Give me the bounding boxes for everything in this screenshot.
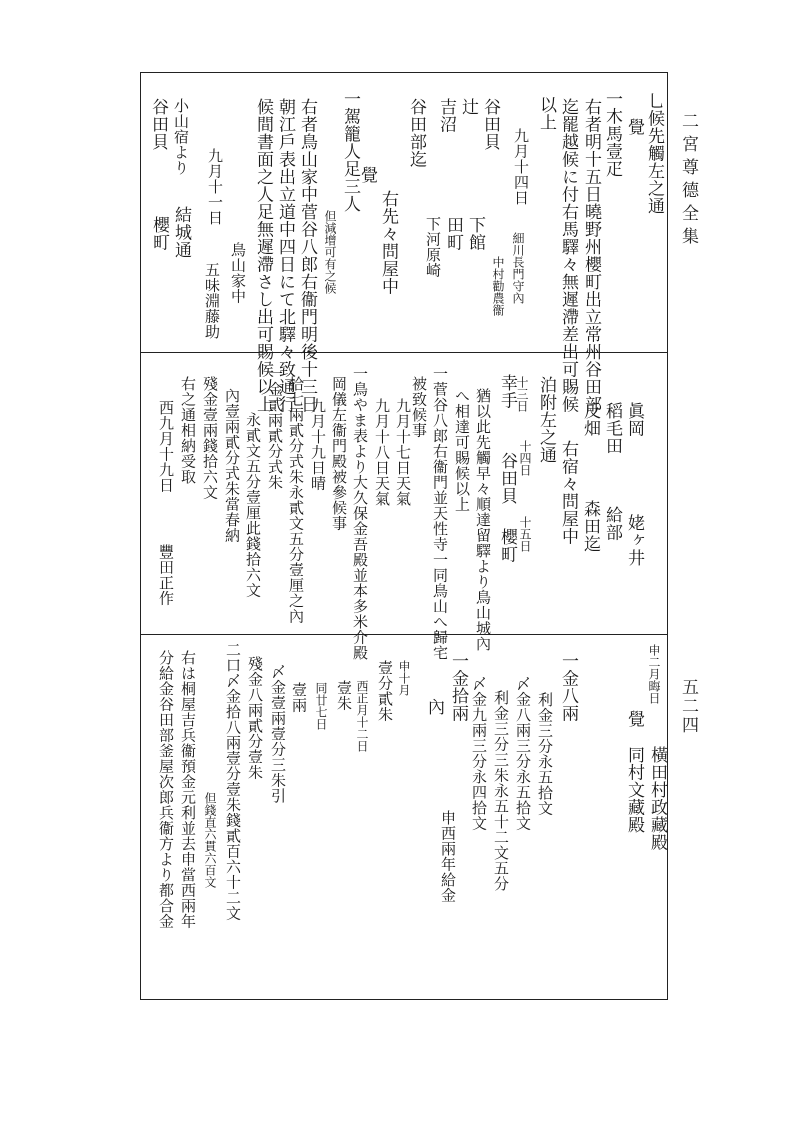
- text-column: 覺: [624, 710, 644, 728]
- text-column: 右は桐屋吉兵衞預金元利並去申當西兩年: [179, 650, 197, 929]
- text-column: 右宿々問屋中: [558, 440, 578, 545]
- text-column: 右先々問屋中: [378, 190, 398, 295]
- text-column: 一金八兩: [558, 652, 578, 722]
- text-column: 九月十一日: [206, 148, 224, 226]
- text-column: 殘金八兩貳分壹朱: [246, 656, 264, 780]
- text-column: 二口〆金拾八兩壹分壹朱錢貳百六十二文: [224, 642, 242, 921]
- text-column: 櫻町: [149, 216, 169, 251]
- text-column: 結城通: [171, 206, 191, 259]
- text-column: 覺: [624, 118, 644, 136]
- text-column: 同廿七日: [314, 682, 328, 730]
- text-column: 幸手: [497, 374, 517, 409]
- text-column: 反畑: [580, 402, 600, 437]
- running-title: 二宮尊德全集: [678, 112, 698, 250]
- text-column: 岡儀左衞門殿被參候事: [330, 376, 348, 531]
- text-column: 右者明十五日曉野州櫻町出立常州谷田部: [581, 98, 601, 413]
- text-column: 以上: [536, 96, 556, 131]
- text-column: 壹分貳朱: [376, 660, 394, 722]
- text-column: 姥ヶ井: [624, 514, 644, 567]
- text-column: 五味淵藤助: [203, 262, 221, 340]
- text-column: 候間書面之人足無遲滯さし出可賜候以上: [253, 98, 273, 413]
- text-column: 永貳文五分壹厘此錢拾六文: [244, 412, 262, 598]
- text-column: 〆金八兩三分永五拾文: [514, 676, 532, 831]
- text-column: 內壹兩貳分式朱當春納: [223, 388, 241, 543]
- text-column: 但錢直六貫六百文: [203, 792, 217, 888]
- text-column: 一金拾兩: [448, 652, 468, 722]
- text-column: 吉沼: [436, 98, 456, 133]
- text-column: 一金貳兩貳分式朱: [266, 366, 284, 490]
- text-column: 九月十九日晴: [309, 398, 327, 491]
- text-column: 細川長門守內: [511, 232, 525, 304]
- text-column: 同村文藏殿: [624, 746, 644, 834]
- text-column: 九月十四日: [512, 128, 530, 206]
- text-column: 谷田貝: [480, 98, 500, 151]
- text-column: へ相達可賜候以上: [453, 388, 471, 512]
- text-column: 一鳥やま表より大久保金吾殿並本多米介殿: [351, 366, 369, 661]
- text-column: 一木馬壹疋: [602, 90, 622, 178]
- text-column: 櫻町: [497, 528, 517, 563]
- page-number: 五二四: [678, 678, 698, 735]
- text-column: 申十月: [397, 660, 411, 696]
- text-column: 〆金壹兩壹分三朱引: [269, 664, 287, 804]
- text-column: 森田迄: [580, 500, 600, 553]
- text-column: 乚候先觸左之通: [644, 92, 664, 215]
- text-column: 給部: [602, 506, 622, 541]
- text-column: 右者鳥山家中菅谷八郎右衞門明後十三日: [297, 98, 317, 413]
- text-column: 橫田村政藏殿: [647, 746, 667, 851]
- text-column: 豐田正作: [157, 544, 175, 606]
- text-column: 覺: [357, 166, 377, 184]
- text-column: 九月十七日天氣: [394, 398, 412, 507]
- text-column: 谷田貝: [497, 452, 517, 505]
- text-column: 猶以此先觸早々順達留驛より鳥山城內: [474, 388, 492, 652]
- text-column: 殘金壹兩錢拾六文: [201, 376, 219, 500]
- text-column: 辻: [458, 98, 478, 116]
- text-column: 泊附左之通: [536, 376, 556, 464]
- text-column: 下館: [465, 216, 485, 251]
- text-column: 田町: [443, 216, 463, 251]
- text-column: 右之通相納受取: [179, 376, 197, 485]
- text-column: 分給金谷田部釜屋次郎兵衞方より都合金: [157, 650, 175, 929]
- text-column: 鳥山家中: [229, 242, 247, 304]
- text-column: 迄罷越候に付右馬驛々無遲滯差出可賜候: [558, 98, 578, 413]
- text-column: 〆金九兩三分永四拾文: [470, 676, 488, 831]
- text-column: 利金三分三朱永五十二文五分: [492, 690, 510, 892]
- text-column: 十三日: [515, 376, 529, 412]
- text-column: 一駕籠人足三人: [340, 90, 360, 213]
- text-column: 一菅谷八郎右衞門並天性寺一同鳥山へ歸宅: [431, 366, 449, 661]
- text-column: 九月十八日天氣: [373, 398, 391, 507]
- text-column: 眞岡: [624, 402, 644, 437]
- text-column: 谷田貝: [148, 98, 168, 151]
- text-column: 申西兩年給金: [439, 810, 457, 903]
- text-column: 十四日: [518, 440, 532, 476]
- text-column: 但減增可有之候: [323, 210, 337, 294]
- text-column: 西九月十九日: [157, 400, 175, 493]
- text-column: 內: [424, 698, 444, 716]
- text-column: 壹朱: [335, 680, 353, 711]
- section-divider: [140, 634, 668, 635]
- text-column: 谷田部迄: [406, 98, 426, 168]
- text-column: 中村勸農衞: [491, 256, 505, 316]
- text-column: 下河原崎: [424, 216, 442, 278]
- text-column: 拾七兩貳分式朱永貳文五分壹厘之內: [287, 376, 305, 624]
- text-column: 利金三分永五拾文: [536, 692, 554, 816]
- text-column: 小山宿より: [172, 98, 190, 176]
- text-column: 壹兩: [290, 682, 308, 713]
- text-column: 十五日: [518, 516, 532, 552]
- text-column: 申二月晦日: [647, 644, 661, 704]
- text-column: 被致候事: [410, 376, 428, 438]
- text-column: 朝江戶表出立道中四日にて北驛々致通行: [275, 98, 295, 413]
- text-column: 稻毛田: [602, 402, 622, 455]
- text-column: 西正月十二日: [355, 680, 369, 752]
